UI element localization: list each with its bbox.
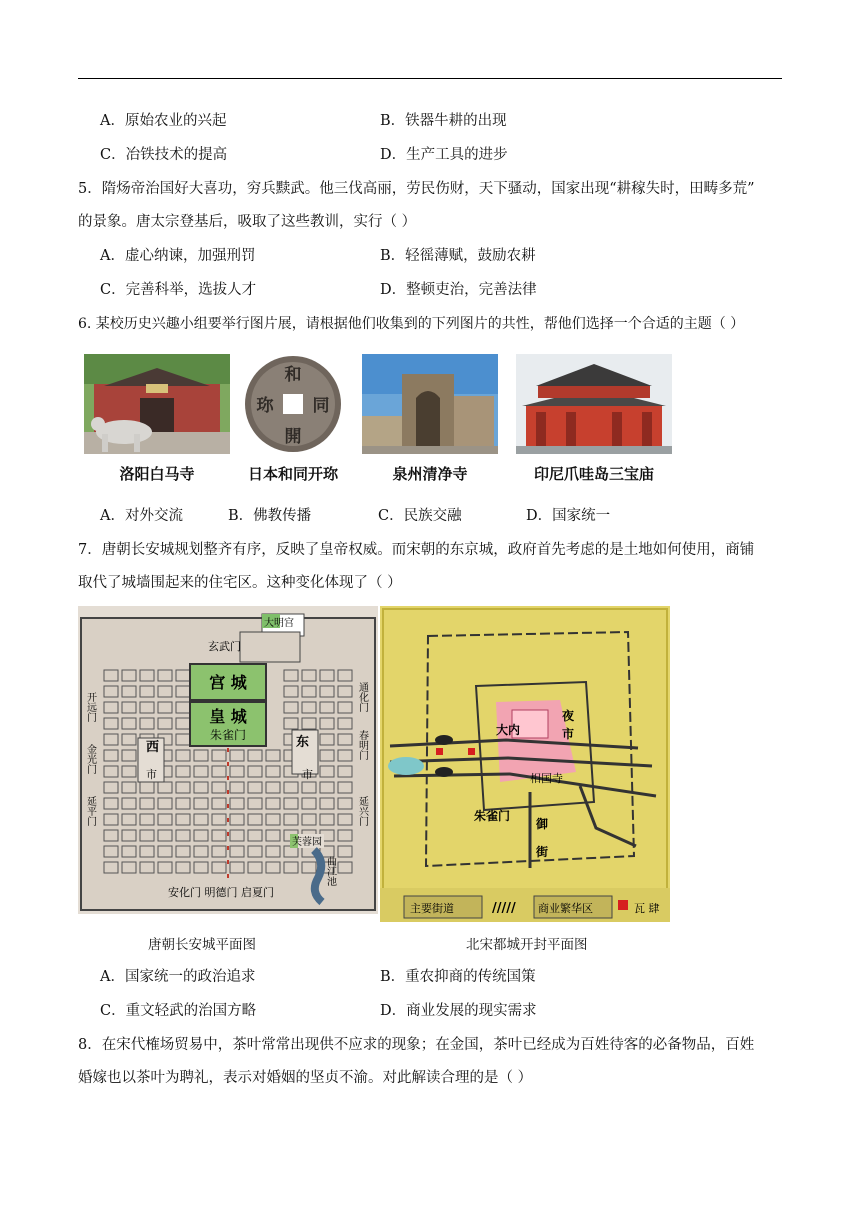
q5-stem-line1: 5．隋炀帝治国好大喜功，穷兵黩武。他三伐高丽，劳民伤财，天下骚动，国家出现“耕稼失时，田畴多荒” <box>78 181 755 197</box>
label-zhuque-gate-song: 朱雀门 <box>474 809 511 823</box>
caption-sanbao: 印尼爪哇岛三宝庙 <box>533 465 654 483</box>
caption-coin: 日本和同开珎 <box>247 465 338 483</box>
map-changan <box>78 606 378 914</box>
q6-option-b[interactable]: B．佛教传播 <box>228 508 312 524</box>
q8-stem-line1: 8．在宋代榷场贸易中，茶叶常常出现供不应求的现象；在金国，茶叶已经成为百姓待客的必备物品，百姓 <box>78 1037 755 1053</box>
coin-char-right: 同 <box>312 396 330 416</box>
map-kaifeng <box>380 606 670 922</box>
label-east-market: 东 <box>296 735 310 750</box>
label-chunming-gate: 春明门 <box>356 730 368 760</box>
label-kaiyuan-gate: 开远门 <box>84 692 96 722</box>
q6-option-a[interactable]: A．对外交流 <box>100 508 183 524</box>
label-xuanwu-gate: 玄武门 <box>208 640 241 653</box>
label-jinguang-gate: 金光门 <box>84 744 96 774</box>
label-west-market: 西 <box>146 740 160 755</box>
label-yanxing-gate: 延兴门 <box>356 796 368 826</box>
svg-text://///: ///// <box>492 901 516 916</box>
q4-option-b[interactable]: B．铁器牛耕的出现 <box>380 113 507 129</box>
label-tonghua-gate: 通化门 <box>356 682 368 712</box>
q7-stem-line2: 取代了城墙围起来的住宅区。这种变化体现了（ ） <box>78 575 402 591</box>
caption-changan-map: 唐朝长安城平面图 <box>148 937 256 953</box>
label-danei: 大内 <box>496 723 521 737</box>
q4-option-d[interactable]: D．生产工具的进步 <box>380 147 508 163</box>
coin-char-bottom: 開 <box>284 427 302 447</box>
q6-option-c[interactable]: C．民族交融 <box>378 508 462 524</box>
caption-kaifeng-map: 北宋都城开封平面图 <box>466 937 588 953</box>
q7-option-d[interactable]: D．商业发展的现实需求 <box>380 1003 537 1019</box>
q5-option-a[interactable]: A．虚心纳谏，加强刑罚 <box>100 248 256 264</box>
q6-option-d[interactable]: D．国家统一 <box>526 508 611 524</box>
header-rule <box>78 78 782 79</box>
photo-wadokaichin-coin <box>241 354 345 454</box>
caption-baima-temple: 洛阳白马寺 <box>119 465 195 483</box>
legend-business-area: 商业繁华区 <box>538 902 593 915</box>
q4-option-c[interactable]: C．冶铁技术的提高 <box>100 147 228 163</box>
label-west-market-shi: 市 <box>146 768 157 781</box>
caption-mosque: 泉州清净寺 <box>392 465 468 483</box>
label-furong-garden: 芙蓉园 <box>292 837 322 848</box>
label-yanping-gate: 延平门 <box>84 796 96 826</box>
label-yu: 御 <box>536 817 549 831</box>
label-daming-palace: 大明宫 <box>264 618 294 629</box>
label-south-gates: 安化门 明德门 启夏门 <box>168 886 274 899</box>
q7-option-c[interactable]: C．重文轻武的治国方略 <box>100 1003 257 1019</box>
coin-char-left: 珎 <box>256 396 274 416</box>
label-imperial-city: 皇 城 <box>209 707 247 726</box>
label-night-market: 市 <box>562 727 575 741</box>
label-zhuque-gate-tang: 朱雀门 <box>209 728 247 742</box>
legend-main-streets: 主要街道 <box>410 902 454 915</box>
q5-option-d[interactable]: D．整顿吏治，完善法律 <box>380 282 537 298</box>
q5-option-b[interactable]: B．轻徭薄赋，鼓励农耕 <box>380 248 536 264</box>
photo-qingjing-mosque <box>362 354 498 454</box>
q5-stem-line2: 的景象。唐太宗登基后，吸取了这些教训，实行（ ） <box>78 214 417 230</box>
q6-stem: 6. 某校历史兴趣小组要举行图片展，请根据他们收集到的下列图片的共性，帮他们选择一个合适的主题（ ） <box>78 316 745 332</box>
label-east-market-shi: 市 <box>302 768 313 781</box>
q4-option-a[interactable]: A．原始农业的兴起 <box>100 113 227 129</box>
q7-option-a[interactable]: A．国家统一的政治追求 <box>100 969 256 985</box>
label-qujiang-pool: 曲江池 <box>324 856 336 886</box>
label-palace-city: 宫 城 <box>209 673 247 692</box>
q8-stem-line2: 婚嫁也以茶叶为聘礼，表示对婚姻的坚贞不渝。对此解读合理的是（ ） <box>78 1070 533 1086</box>
label-jie: 街 <box>536 845 549 859</box>
photo-baima-temple <box>84 354 230 454</box>
photo-sanbao-temple <box>516 354 672 454</box>
q7-option-b[interactable]: B．重农抑商的传统国策 <box>380 969 536 985</box>
q5-option-c[interactable]: C．完善科举，选拔人才 <box>100 282 257 298</box>
label-ye: 夜 <box>562 709 575 723</box>
q7-stem-line1: 7．唐朝长安城规划整齐有序，反映了皇帝权威。而宋朝的东京城，政府首先考虑的是土地如何使用，商铺 <box>78 542 755 558</box>
label-xiangguo-temple: 相国寺 <box>530 772 563 785</box>
legend-wasi: 瓦 肆 <box>634 902 660 915</box>
coin-char-top: 和 <box>284 365 302 385</box>
